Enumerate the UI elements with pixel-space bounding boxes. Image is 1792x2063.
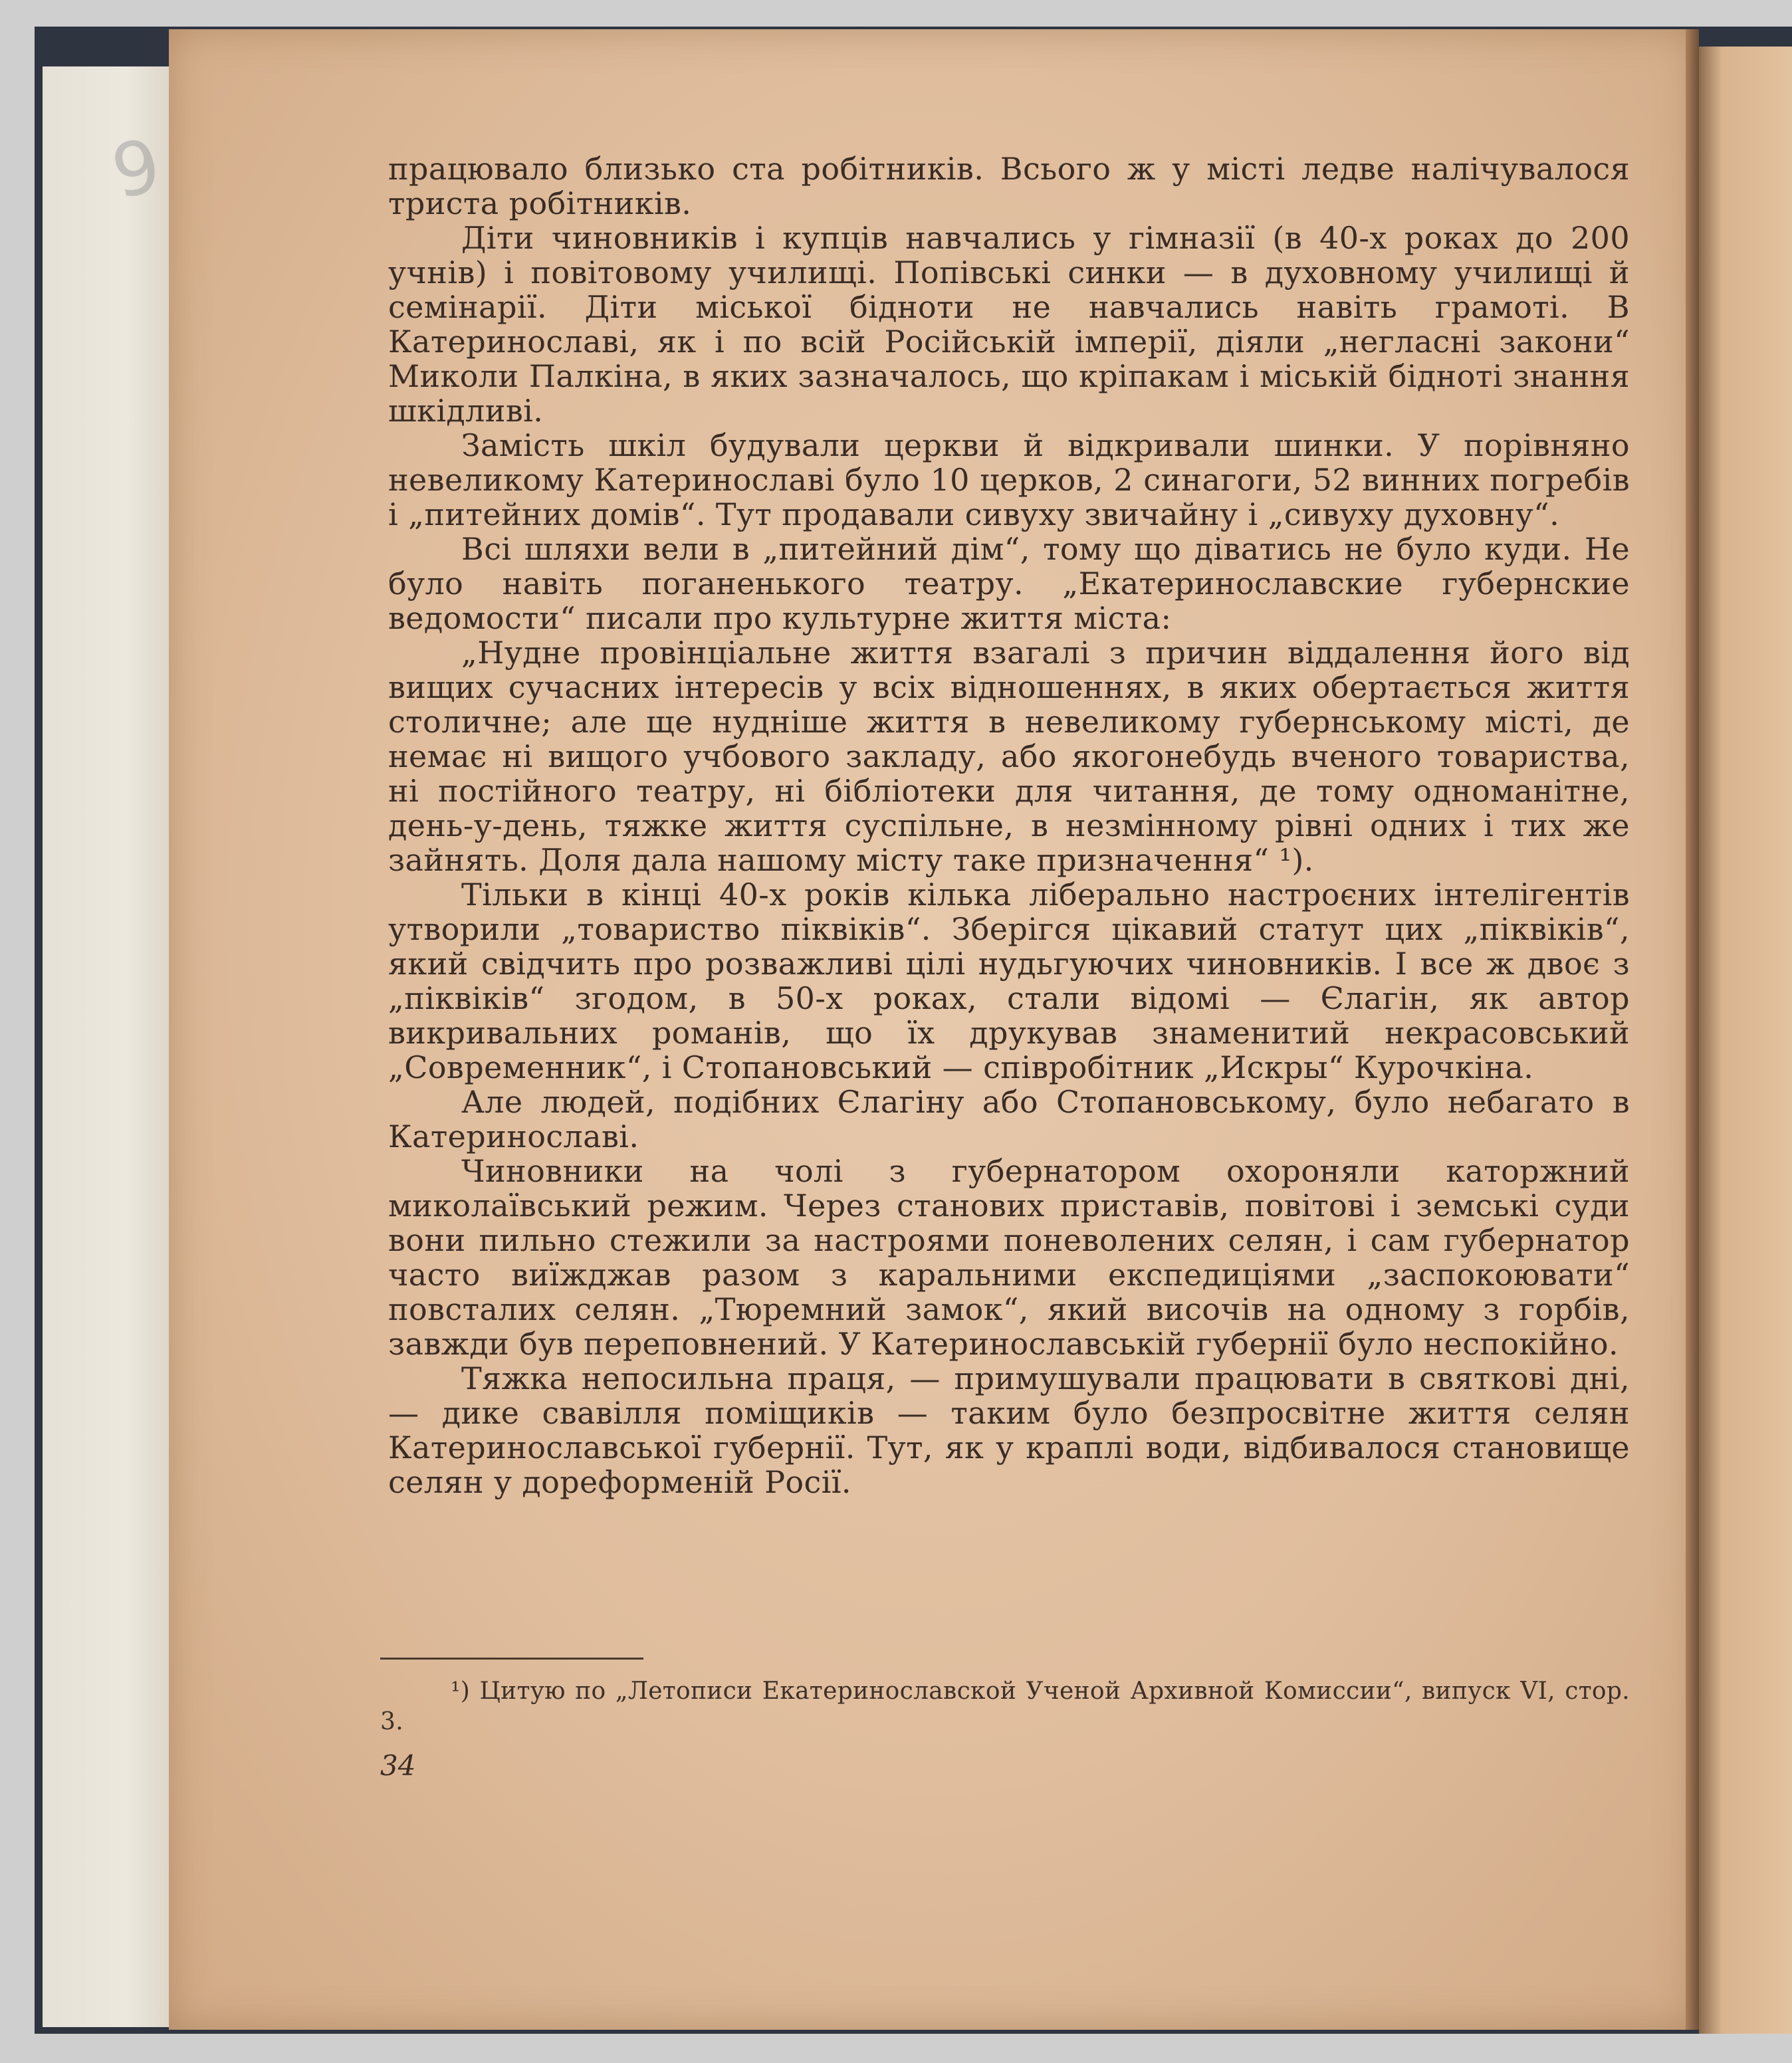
pencil-mark: 9 [104,122,168,215]
footnote: ¹) Цитую по „Летописи Екатеринославской Ученой Архивной Комиссии“, випуск VI, стор. 3. [380,1678,1630,1735]
quotation-paragraph: „Нудне провінціальне життя взагалі з причин віддалення його від вищих сучасних інтересів у всіх відношеннях, в яких обертається життя столичне; але ще нудніше життя в невеликому губернському місті, де немає ні вищого учбового закладу, або якогонебудь вченого товариства, ні постійного театру, ні бібліотеки для читання, де тому одноманітне, день-у-день, тяжке життя суспільне, в незмінному рівні одних і тих же зайнять. Доля дала нашому місту таке призначення“ ¹). [388,635,1630,878]
paragraph-2: Діти чиновників і купців навчались у гімназії (в 40-х роках до 200 учнів) і повітовому училищі. Попівські синки — в духовному училищі й семінарії. Діти міської бідноти не навчались навіть грамоті. В Катеринославі, як і по всій Російській імперії, діяли „негласні закони“ Миколи Палкіна, в яких зазначалось, що кріпакам і міській бідноті знання шкідливі. [388,220,1630,429]
page-body-text [388,152,1630,1499]
back-sheet [43,66,182,2027]
paragraph-4: Всі шляхи вели в „питейний дім“, тому що діватись не було куди. Не було навіть поганенького театру. „Екатеринославские губернские ведомости“ писали про культурне життя міста: [388,531,1630,636]
page-spine-edge [1686,29,1699,2030]
paragraph-6: Тільки в кінці 40-х років кілька ліберально настроєних інтелігентів утворили „товариство піквіків“. Зберігся цікавий статут цих „піквіків“, який свідчить про розважливі цілі нудьгуючих чиновників. І все ж двоє з „піквіків“ згодом, в 50-х роках, стали відомі — Єлагін, як автор викривальних романів, що їх друкував знаменитий некрасовський „Современник“, і Стопановський — співробітник „Искры“ Курочкіна. [388,877,1630,1085]
paragraph-9: Тяжка непосильна праця, — примушували працювати в святкові дні, — дике свавілля поміщиків — таким було безпросвітне життя селян Катеринославської губернії. Тут, як у краплі води, відбивалося становище селян у дореформеній Росії. [388,1360,1630,1500]
paragraph-8: Чиновники на чолі з губернатором охороняли каторжний миколаївський режим. Через станових приставів, повітові і земські суди вони пильно стежили за настроями поневолених селян, і сам губернатор часто виїжджав разом з каральними експедиціями „заспокоювати“ повсталих селян. „Тюремний замок“, який височів на одному з горбів, завжди був переповнений. У Катеринославській губернії було неспокійно. [388,1153,1630,1362]
paragraph-1: працювало близько ста робітників. Всього ж у місті ледве налічувалося триста робітників. [388,151,1630,221]
page-number: 34 [380,1749,416,1782]
next-page-edge [1699,47,1792,2034]
footnote-divider [380,1658,643,1660]
paragraph-3: Замість шкіл будували церкви й відкривали шинки. У порівняно невеликому Катеринославі було 10 церков, 2 синагоги, 52 винних погребів і „питейних домів“. Тут продавали сивуху звичайну і „сивуху духовну“. [388,427,1630,532]
paragraph-7: Але людей, подібних Єлагіну або Стопановському, було небагато в Катеринославі. [388,1084,1630,1154]
